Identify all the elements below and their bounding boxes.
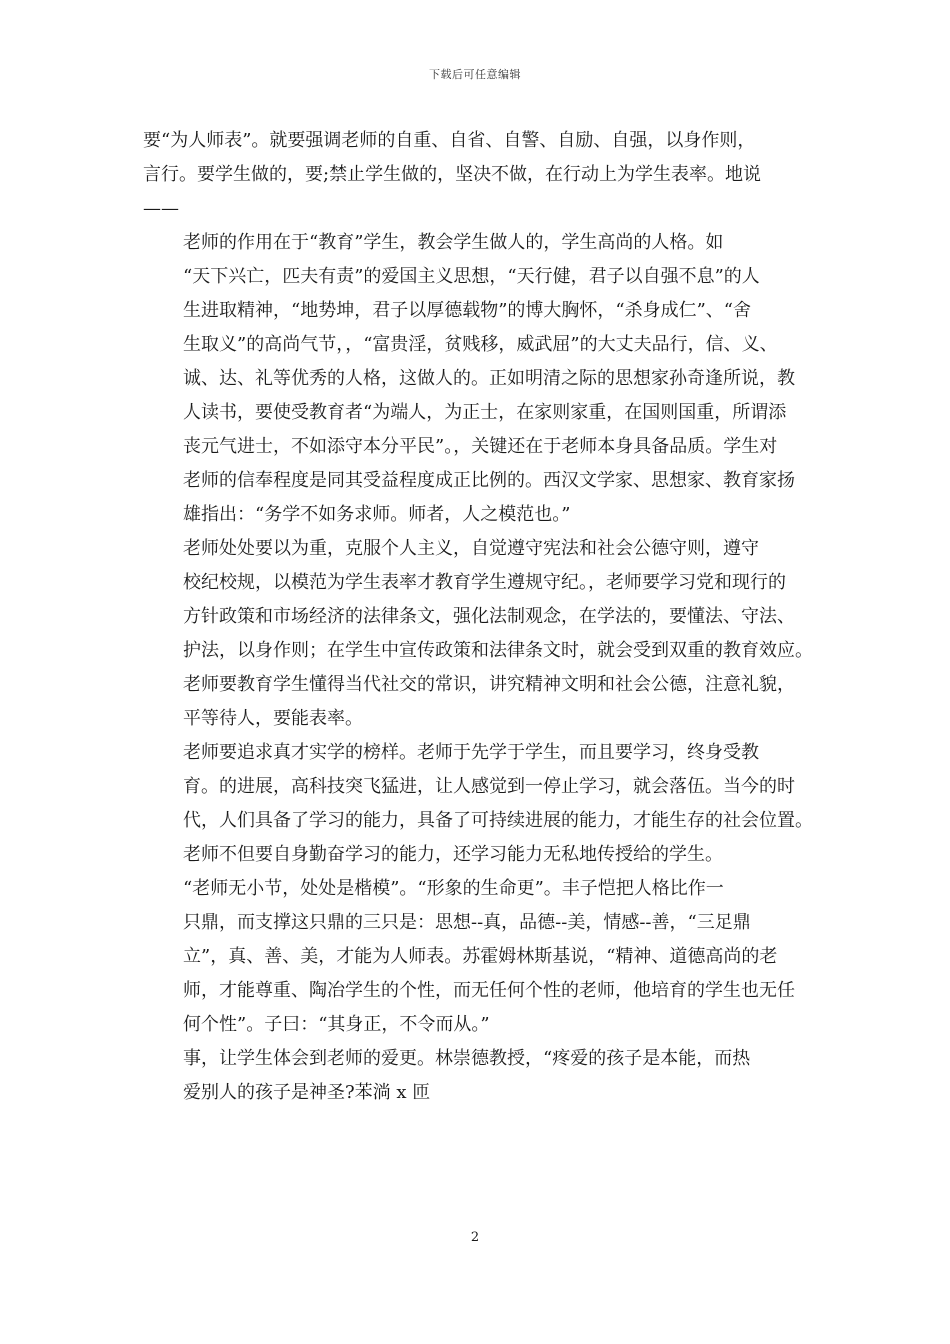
text-line: 老师要追求真才实学的榜样。老师于先学于学生，而且要学习，终身受教 [183, 742, 759, 763]
text-line: “老师无小节，处处是楷模”。“形象的生命更”。丰子恺把人格比作一 [183, 878, 724, 899]
text-line: 老师不但要自身勤奋学习的能力，还学习能力无私地传授给的学生。 [183, 844, 723, 865]
text-line: 护法，以身作则；在学生中宣传政策和法律条文时，就会受到双重的教育效应。 [183, 640, 813, 661]
text-line: 老师的作用在于“教育”学生，教会学生做人的，学生高尚的人格。如 [183, 232, 724, 253]
text-line: 丧元气进士，不如添守本分平民”。，关键还在于老师本身具备品质。学生对 [183, 436, 778, 457]
text-line: 生取义”的高尚气节，，“富贵淫，贫贱移，威武屈”的大丈夫品行，信、义、 [183, 334, 778, 355]
paragraph [143, 872, 821, 1042]
text-line: 人读书，要使受教育者“为端人，为正士，在家则家重，在国则国重，所谓添 [183, 402, 787, 423]
text-line: 老师要教育学生懂得当代社交的常识，讲究精神文明和社会公德，注意礼貌， [183, 674, 795, 695]
paragraph [143, 124, 821, 226]
text-line: 生进取精神，“地势坤，君子以厚德载物”的博大胸怀，“杀身成仁”、“舍 [183, 300, 752, 321]
text-line: 事，让学生体会到老师的爱更。林崇德教授，“疼爱的孩子是本能，而热 [183, 1048, 751, 1069]
paragraph [143, 532, 821, 736]
text-line: 方针政策和市场经济的法律条文，强化法制观念，在学法的，要懂法、守法、 [183, 606, 795, 627]
paragraph [143, 1042, 821, 1110]
text-line: 只鼎，而支撑这只鼎的三只是：思想--真，品德--美，情感--善，“三足鼎 [183, 912, 751, 933]
text-line: 要“为人师表”。就要强调老师的自重、自省、自警、自励、自强，以身作则， [143, 130, 756, 151]
paragraph [143, 736, 821, 872]
text-line: 代，人们具备了学习的能力，具备了可持续进展的能力，才能生存的社会位置。 [183, 810, 813, 831]
text-line: 校纪校规，以模范为学生表率才教育学生遵规守纪。，老师要学习党和现行的 [183, 572, 786, 593]
text-line: 育。的进展，高科技突飞猛进，让人感觉到一停止学习，就会落伍。当今的时 [183, 776, 795, 797]
text-line: 老师处处要以为重，克服个人主义，自觉遵守宪法和社会公德守则，遵守 [183, 538, 759, 559]
page-number: 2 [470, 1230, 480, 1245]
text-line: 立”，真、善、美，才能为人师表。苏霍姆林斯基说，“精神、道德高尚的老 [183, 946, 778, 967]
paragraph [143, 226, 821, 532]
text-line: 师，才能尊重、陶冶学生的个性，而无任何个性的老师，他培育的学生也无任 [183, 980, 795, 1001]
text-line: —— [143, 198, 179, 219]
page-header: 下载后可任意编辑 [429, 68, 521, 81]
text-line: 言行。要学生做的，要;禁止学生做的，坚决不做，在行动上为学生表率。地说 [143, 164, 762, 185]
text-line: 老师的信奉程度是同其受益程度成正比例的。西汉文学家、思想家、教育家扬 [183, 470, 795, 491]
document-body [143, 124, 821, 1110]
text-line: 诚、达、礼等优秀的人格，这做人的。正如明清之际的思想家孙奇逢所说，教 [183, 368, 795, 389]
text-line: 雄指出：“务学不如务求师。师者，人之模范也。” [183, 504, 571, 525]
text-line: 爱别人的孩子是神圣?苯淌 x 匝 [183, 1082, 431, 1103]
text-line: “天下兴亡，匹夫有责”的爱国主义思想，“天行健，君子以自强不息”的人 [183, 266, 760, 287]
text-line: 何个性”。子曰：“其身正，不令而从。” [183, 1014, 490, 1035]
text-line: 平等待人，要能表率。 [183, 708, 363, 729]
